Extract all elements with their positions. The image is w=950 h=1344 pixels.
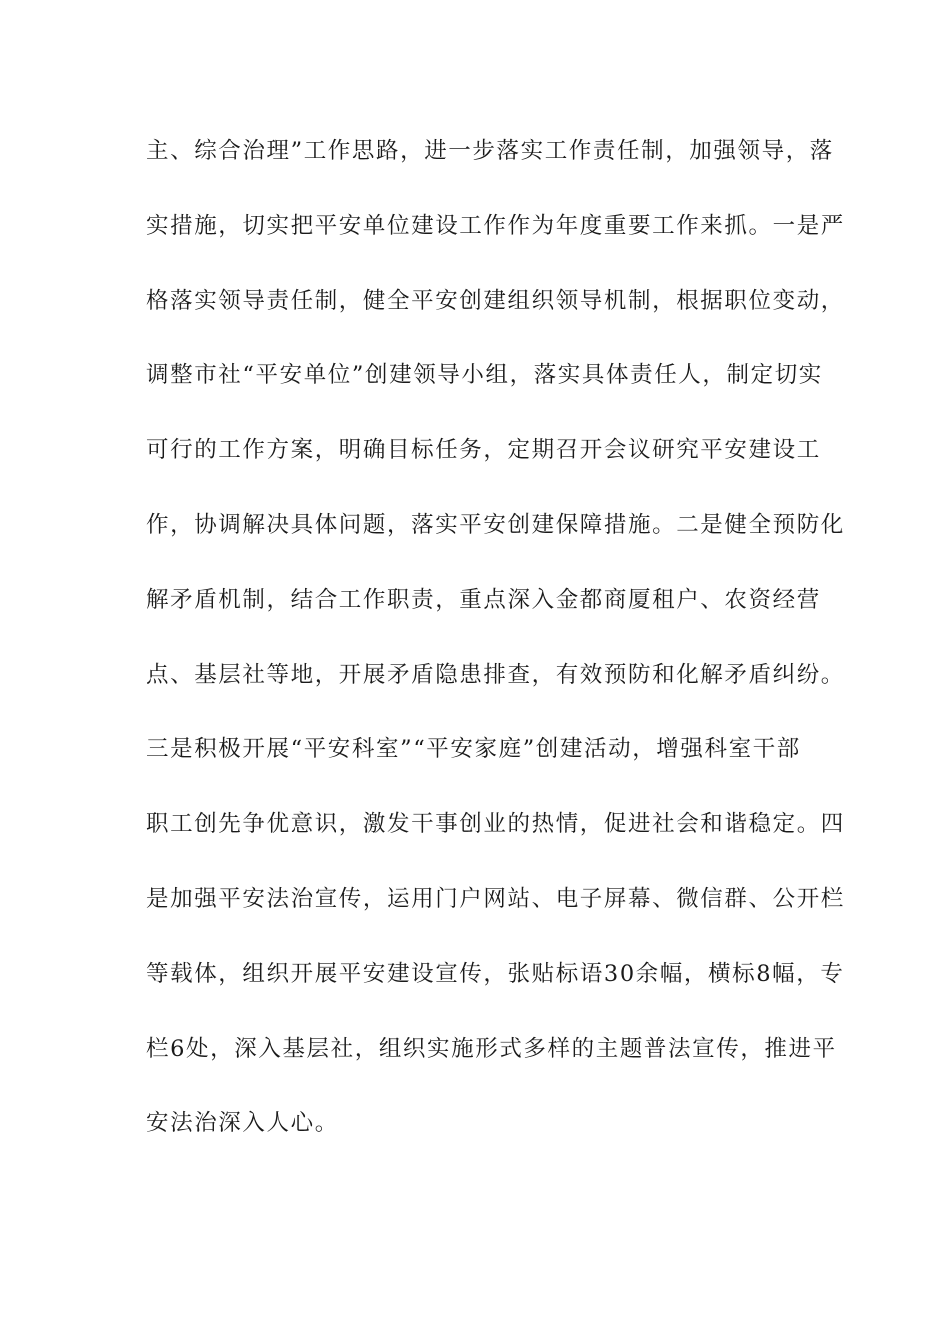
text-line: 格落实领导责任制，健全平安创建组织领导机制，根据职位变动， (146, 287, 845, 314)
text-line: 栏6处，深入基层社，组织实施形式多样的主题普法宣传，推进平 (146, 1035, 837, 1062)
text-line: 职工创先争优意识，激发干事创业的热情，促进社会和谐稳定。四 (146, 811, 845, 838)
text-line: 等载体，组织开展平安建设宣传，张贴标语30余幅，横标8幅，专 (146, 960, 845, 987)
text-line: 三是积极开展“平安科室”“平安家庭”创建活动，增强科室干部 (146, 736, 801, 763)
text-line: 解矛盾机制，结合工作职责，重点深入金都商厦租户、农资经营 (146, 586, 821, 613)
body-paragraph (146, 131, 845, 1178)
text-line: 可行的工作方案，明确目标任务，定期召开会议研究平安建设工 (146, 437, 821, 464)
text-line: 是加强平安法治宣传，运用门户网站、电子屏幕、微信群、公开栏 (146, 885, 845, 912)
text-line: 点、基层社等地，开展矛盾隐患排查，有效预防和化解矛盾纠纷。 (146, 661, 845, 688)
text-line: 主、综合治理”工作思路，进一步落实工作责任制，加强领导，落 (146, 138, 834, 164)
text-line: 实措施，切实把平安单位建设工作作为年度重要工作来抓。一是严 (146, 212, 845, 239)
text-line: 作，协调解决具体问题，落实平安创建保障措施。二是健全预防化 (146, 511, 845, 538)
text-line: 安法治深入人心。 (146, 1110, 339, 1137)
text-line: 调整市社“平安单位”创建领导小组，落实具体责任人，制定切实 (146, 362, 823, 389)
